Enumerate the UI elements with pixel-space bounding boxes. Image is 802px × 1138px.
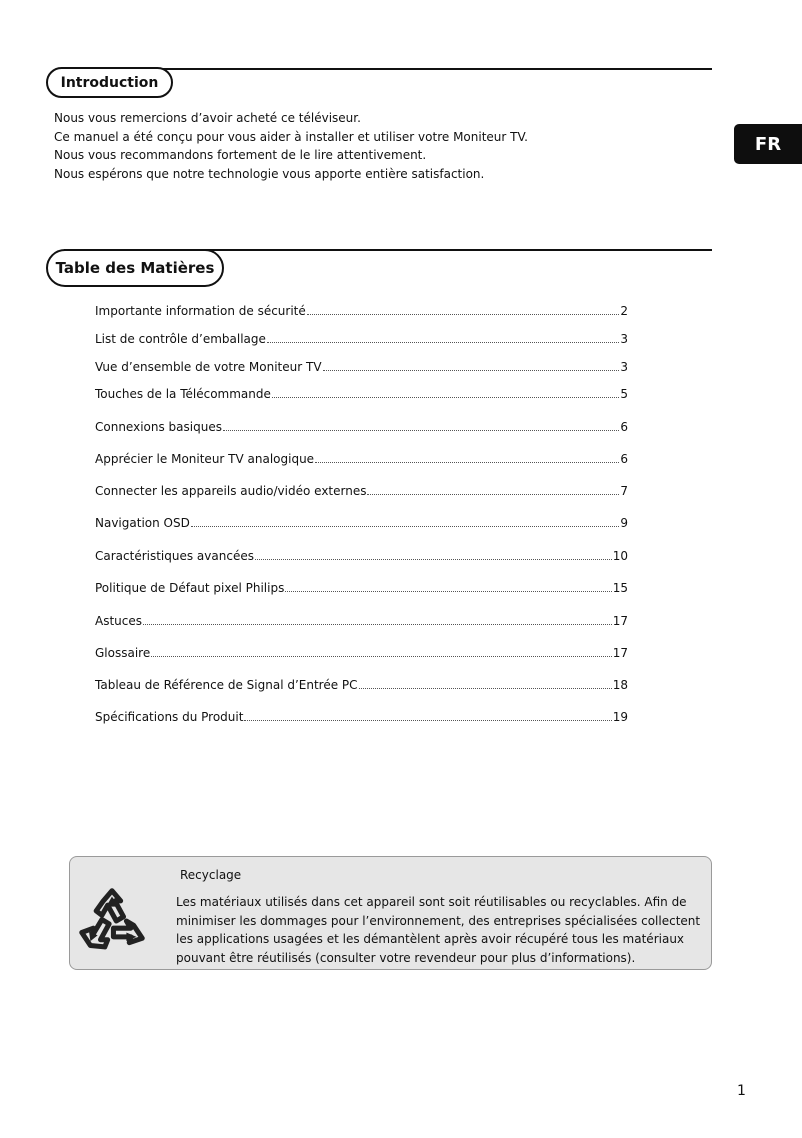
toc-entry-title: Tableau de Référence de Signal d’Entrée PC: [95, 678, 358, 692]
intro-line: Ce manuel a été conçu pour vous aider à installer et utiliser votre Moniteur TV.: [54, 129, 528, 144]
toc-entry-page: 6: [620, 420, 628, 434]
intro-line: Nous espérons que notre technologie vous apporte entière satisfaction.: [54, 166, 485, 181]
toc-leader-dots: [367, 491, 619, 495]
recycle-icon: [76, 885, 148, 957]
toc-leader-dots: [315, 459, 619, 463]
toc-entry-page: 19: [612, 710, 628, 724]
toc-leader-dots: [223, 427, 619, 431]
toc-entry-page: 3: [620, 332, 628, 346]
toc-entry-title: Caractéristiques avancées: [95, 549, 254, 563]
toc-entry[interactable]: [95, 332, 628, 346]
toc-entry-page: 2: [620, 304, 628, 318]
recycling-text: Les matériaux utilisés dans cet appareil sont soit réutilisables ou recyclables. Afin de minimiser les dommages pour l’environnement, des entreprises spécialisées collectent les applications usagées et les démantèlent après avoir récupéré tous les matériaux pouvant être réutilisés (consulter votre revendeur pour plus d’informations).: [176, 895, 701, 965]
toc-entry-title: Connexions basiques: [95, 420, 222, 434]
toc-entry-page: 17: [612, 614, 628, 628]
toc-leader-dots: [143, 621, 612, 625]
toc-entry-title: Connecter les appareils audio/vidéo externes: [95, 484, 367, 498]
toc-entry-page: 15: [612, 581, 628, 595]
toc-heading: Table des Matières: [46, 249, 224, 287]
recycling-title: Recyclage: [180, 868, 242, 882]
toc-leader-dots: [191, 523, 620, 527]
introduction-heading: Introduction: [46, 67, 173, 98]
toc-entry-title: Navigation OSD: [95, 516, 190, 530]
toc-leader-dots: [267, 339, 619, 343]
toc-entry[interactable]: [95, 484, 628, 498]
toc-leader-dots: [244, 717, 611, 721]
toc-entry[interactable]: [95, 387, 628, 401]
toc-leader-dots: [285, 588, 611, 592]
toc-entry-title: Importante information de sécurité: [95, 304, 306, 318]
intro-line: Nous vous recommandons fortement de le lire attentivement.: [54, 148, 427, 162]
language-tab: FR: [734, 124, 802, 164]
page-number: 1: [737, 1083, 746, 1099]
toc-entry-page: 9: [620, 516, 628, 530]
toc-entry-title: List de contrôle d’emballage: [95, 332, 266, 346]
toc-leader-dots: [255, 556, 612, 560]
toc-leader-dots: [151, 653, 612, 657]
toc-entry[interactable]: [95, 516, 628, 530]
toc-entry-title: Apprécier le Moniteur TV analogique: [95, 452, 315, 466]
toc-entry-title: Vue d’ensemble de votre Moniteur TV: [95, 360, 322, 374]
toc-entry[interactable]: [95, 646, 628, 660]
toc-entry[interactable]: [95, 452, 628, 466]
toc-entry-page: 18: [612, 678, 628, 692]
toc-leader-dots: [307, 311, 620, 315]
toc-entry-title: Glossaire: [95, 646, 151, 660]
introduction-text: [54, 109, 528, 183]
toc-entry[interactable]: [95, 710, 628, 724]
toc-entry[interactable]: [95, 581, 628, 595]
intro-line: Nous vous remercions d’avoir acheté ce téléviseur.: [54, 111, 361, 125]
toc-entry-page: 17: [612, 646, 628, 660]
toc-entry-title: Astuces: [95, 614, 143, 628]
toc-leader-dots: [323, 367, 620, 371]
toc-entry-title: Spécifications du Produit: [95, 710, 244, 724]
toc-entry[interactable]: [95, 678, 628, 692]
toc-entry-title: Touches de la Télécommande: [95, 387, 271, 401]
toc-entry[interactable]: [95, 304, 628, 318]
toc-entry[interactable]: [95, 549, 628, 563]
toc-entry-page: 5: [620, 387, 628, 401]
toc-entry-page: 6: [620, 452, 628, 466]
recycling-notice: [69, 856, 712, 970]
toc-entry-title: Politique de Défaut pixel Philips: [95, 581, 285, 595]
toc-entry-page: 10: [612, 549, 628, 563]
toc-entry[interactable]: [95, 360, 628, 374]
toc-entry[interactable]: [95, 614, 628, 628]
toc-leader-dots: [359, 685, 612, 689]
toc-leader-dots: [272, 394, 619, 398]
toc-entry-page: 3: [620, 360, 628, 374]
toc-entry-page: 7: [620, 484, 628, 498]
toc-entry[interactable]: [95, 420, 628, 434]
